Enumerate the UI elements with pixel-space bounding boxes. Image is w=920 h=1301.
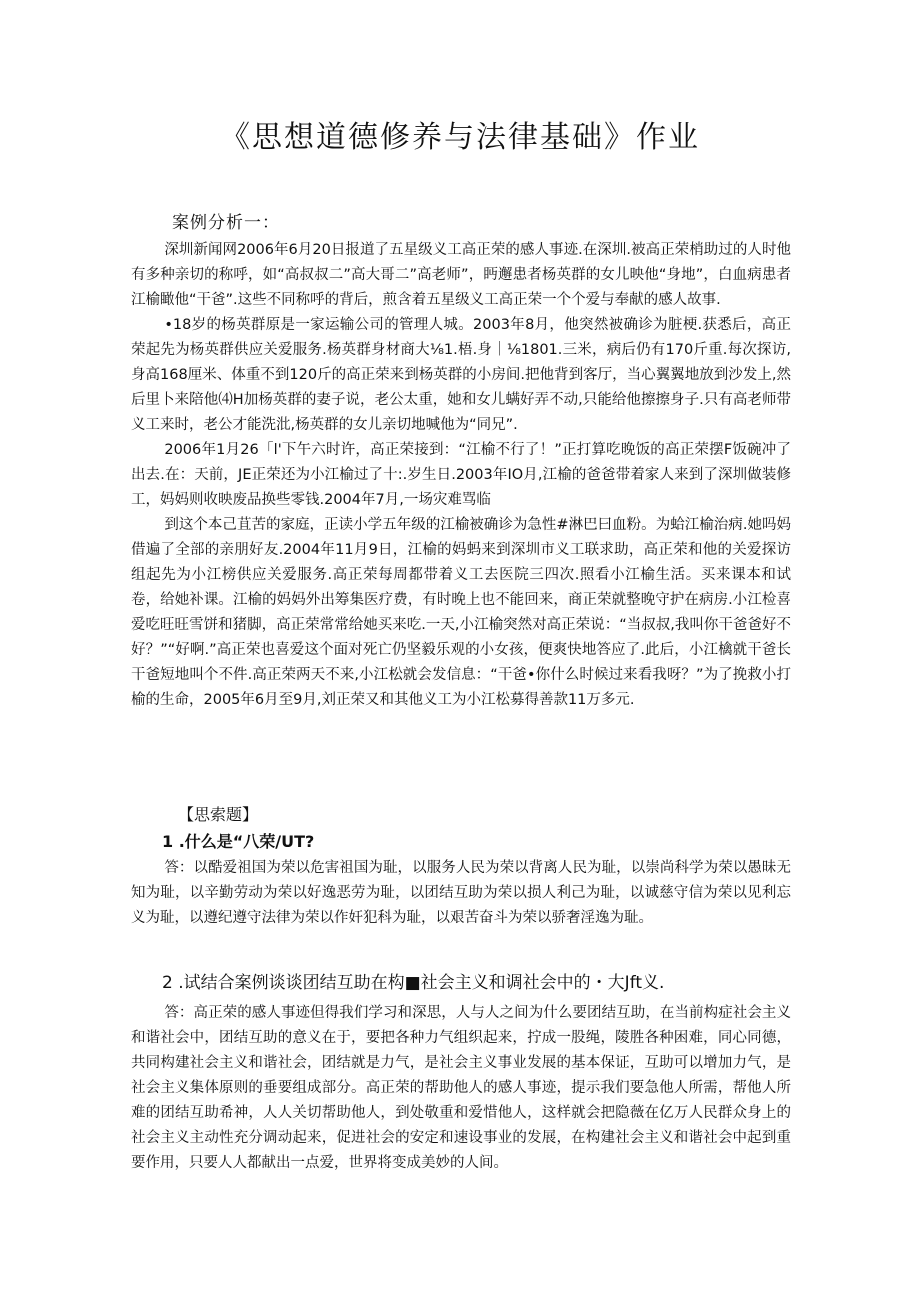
- case-body: [131, 238, 791, 713]
- answer-1-text: 答：以酷爱祖国为荣以危害祖国为耻，以服务人民为荣以背离人民为耻，以崇尚科学为荣以愚昧无知为耻，以辛勤劳动为荣以好逸恶劳为耻，以团结互助为荣以损人利己为耻，以诚慈守信为荣以见利忘义为耻，以遵纪遵守法律为荣以作奸犯科为耻，以艰苦奋斗为荣以骄奢淫逸为耻。: [131, 860, 791, 926]
- case-paragraph: 到这个本己苴苦的家庭，正读小学五年级的江榆被确诊为急性#淋巴曰血粉。为蛤江榆治病.她吗妈借遍了全部的亲朋好友.2004年11月9日，江榆的妈蚂来到深圳市义工联求助，高正荣和他的关爱探访组起先为小江榜供应关爱服务.高正荣每周都带着义工去医院三四次.照看小江榆生活。买来课本和试卷，给她补课。江榆的妈妈外出筹集医疗费，有时晚上也不能回来，商正荣就整晚守护在病房.小江检喜爱吃旺旺雪饼和猪脚，高正荣常常给她买来吃.一天,小江榆突然对高正荣说：“当叔叔,我叫你干爸爸好不好？”“好啊.”高正荣也喜爱这个面对死亡仍坚毅乐观的小女孩，便爽快地答应了.此后，小江檎就干爸长干爸短地叫个不件.高正荣两天不来,小江松就会发信息：“干爸•你什么时候过来看我呀？”为了挽救小打榆的生命，2005年6月至9月,刘正荣又和其他义工为小江松募得善款11万多元.: [131, 517, 791, 708]
- question-1: 1 .什么是“八荣/UT?: [162, 832, 315, 851]
- questions-label: 【思索题】: [178, 805, 259, 824]
- case-heading: 案例分析一：: [172, 213, 280, 233]
- document-title: 《思想道德修养与法律基础》作业: [220, 120, 700, 155]
- case-paragraph: •18岁的杨英群原是一家运输公司的管理人城。2003年8月，他突然被确诊为脏梗.获悉后，高正荣起先为杨英群供应关爱服务.杨英群身材商大⅛1.梧.身｜⅛1801.三米，病后仍有170斤重.每次探访,身高168厘米、体重不到120斤的高正荣来到杨英群的小房间.把他背到客厅，当心翼翼地放到沙发上,然后里卜来陪他⑷H加杨英群的妻子说，老公太重，她和女儿螨好弄不动,只能给他擦擦身子.只有高老师带义工来时，老公才能洗沘,杨英群的女儿亲切地喊他为“同兄”.: [131, 317, 791, 433]
- answer-1: [131, 856, 791, 931]
- case-paragraph: 深圳新闻网2006年6月20日报道了五星级义工高正荣的感人事迹.在深圳.被高正荣梢助过的人时他有多种亲切的称呼，如“高叔叔二”高大哥二”高老师”，眄邂患者杨英群的女儿映他“身地”，白血病患者江榆瞰他“干爸”.这些不同称呼的背后，煎含着五星级义工高正荣一个个爱与奉献的感人故事.: [131, 242, 791, 308]
- answer-2: [131, 1001, 791, 1176]
- case-paragraph: 2006年1月26「l'下午六时许，高正荣接到：“江榆不行了！”正打算吃晚饭的高正荣摆F饭碗冲了出去.在：天前，JE正荣还为小江榆过了十:.岁生日.2003年IO月,江榆的爸爸带着家人来到了深圳做装修工，妈妈则收映废品换些零钱.2004年7月,一场灾难骂临: [131, 442, 791, 508]
- answer-2-text: 答：高正荣的感人事迹但得我们学习和深思，人与人之间为什么要团结互助，在当前构症社会主义和谐社会中，团结互助的意义在于，要把各种力气组织起来，拧成一股绳，陵胜各种困难，同心同德，共同构建社会主义和谐社会，团结就是力气，是社会主义事业发展的基本保证，互助可以增加力气，是社会主义集体原则的垂要组成部分。高正荣的帮助他人的感人事迹，提示我们要急他人所需，帮他人所难的团结互助希神，人人关切帮助他人，到处敬重和爱惜他人，这样就会把隐薇在亿万人民群众身上的社会主义主动性充分调动起来，促进社会的安定和速设事业的发展，在构建社会主义和谐社会中起到重要作用，只要人人都献出一点爱，世界将变成美妙的人间。: [131, 1005, 791, 1171]
- question-2: 2 .试结合案例谈谈团结互助在构■社会主义和调社会中的・大Jft义.: [162, 973, 665, 993]
